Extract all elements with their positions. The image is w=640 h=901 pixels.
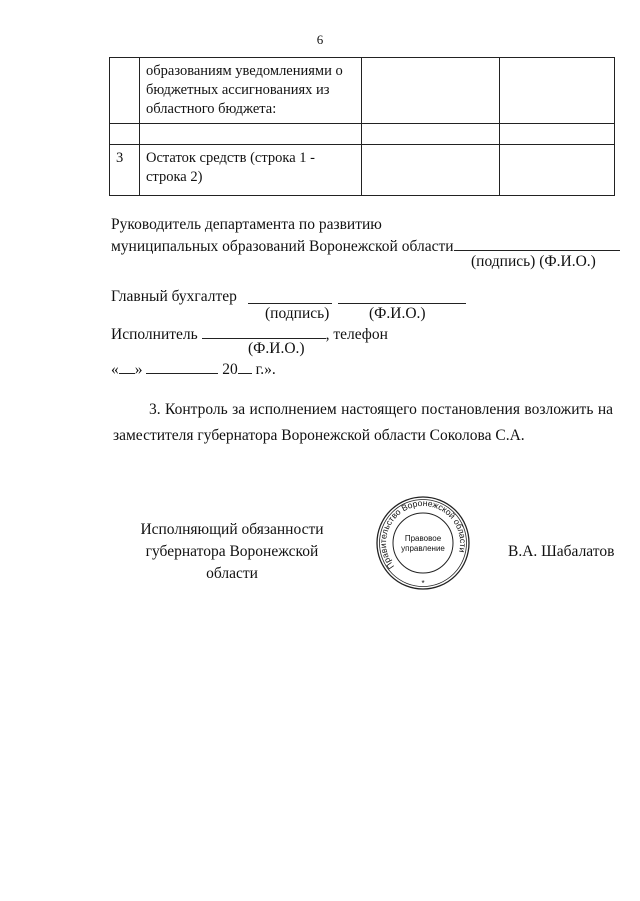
date-suffix: г.». [251, 361, 276, 378]
cell-value-a [362, 124, 500, 145]
stamp-center-line1: Правовое [404, 534, 442, 543]
cell-name: образованиям уведомлениями о бюджетных ассигнованиях из областного бюджета: [140, 58, 362, 124]
head-title-line1: Руководитель департамента по развитию [111, 216, 382, 233]
executor-caption: (Ф.И.О.) [248, 340, 305, 357]
date-year-line [238, 357, 252, 374]
cell-value-b [500, 145, 615, 196]
cell-value-b [500, 124, 615, 145]
table-row [110, 58, 615, 124]
accountant-sign-line [248, 287, 332, 304]
date-quote-close: » [134, 361, 143, 378]
cell-value-b [500, 58, 615, 124]
executor-fio-line [202, 322, 326, 339]
date-quote-open: « [111, 361, 119, 378]
stamp-star: * [421, 579, 425, 588]
accountant-label: Главный бухгалтер [111, 288, 237, 305]
cell-num [110, 58, 140, 124]
cell-name [140, 124, 362, 145]
stamp-center-line2: управление [401, 544, 445, 553]
cell-num: 3 [110, 145, 140, 196]
accountant-fio-line [338, 287, 466, 304]
table-row [110, 145, 615, 196]
control-paragraph [113, 397, 613, 449]
paragraph-line1: 3. Контроль за исполнением настоящего постановления возложить на [149, 401, 613, 418]
official-stamp [373, 494, 473, 590]
head-signature-line [454, 234, 620, 251]
date-year: 20 [222, 361, 238, 378]
signatory-name: В.А. Шабалатов [508, 543, 615, 560]
cell-value-a [362, 145, 500, 196]
date-row [111, 357, 276, 379]
signatory-title-line1: Исполняющий обязанности [140, 521, 324, 538]
cell-name: Остаток средств (строка 1 - строка 2) [140, 145, 362, 196]
executor-label: Исполнитель [111, 326, 198, 343]
accountant-caption-fio: (Ф.И.О.) [369, 305, 426, 322]
accountant-caption-sign: (подпись) [265, 305, 330, 322]
signatory-title-line2: губернатора Воронежской области [145, 543, 319, 582]
date-day-line [119, 357, 135, 374]
stamp-ring-text: Правительство Воронежской области [377, 497, 469, 572]
page-number: 6 [316, 32, 324, 47]
head-title-text: муниципальных образований Воронежской области [111, 238, 454, 255]
head-caption: (подпись) (Ф.И.О.) [471, 253, 596, 270]
paragraph-line2: заместителя губернатора Воронежской области Соколова С.А. [113, 427, 525, 444]
signatory-title [118, 519, 346, 585]
budget-table [109, 57, 615, 196]
cell-num [110, 124, 140, 145]
executor-phone-label: , телефон [325, 326, 388, 343]
date-month-line [146, 357, 218, 374]
cell-value-a [362, 58, 500, 124]
table-row [110, 124, 615, 145]
